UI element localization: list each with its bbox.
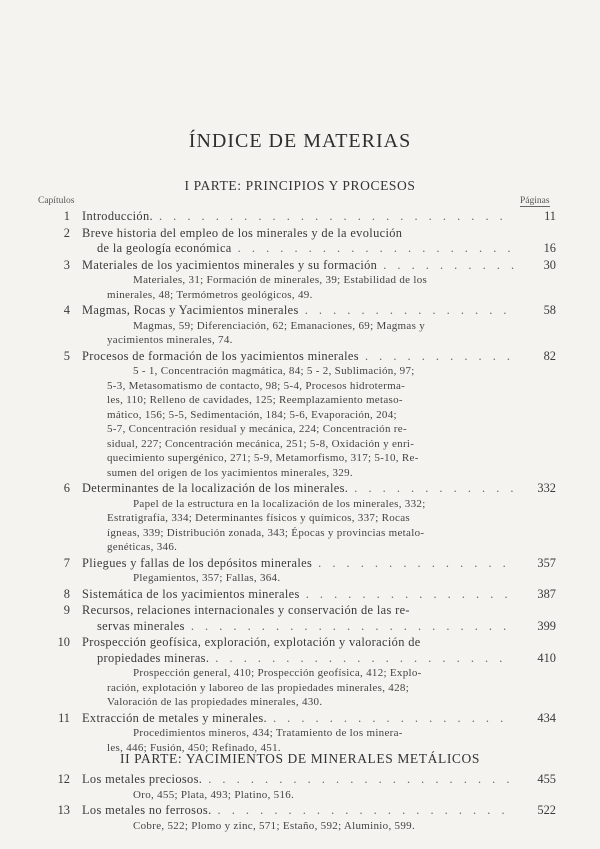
chapter-entry[interactable] xyxy=(40,209,556,225)
chapter-entry[interactable] xyxy=(40,803,556,833)
section-summary-line: sidual, 227; Concentración mecánica, 251; 5-8, Oxidación y enri- xyxy=(107,437,415,450)
chapter-entry[interactable] xyxy=(40,635,556,710)
chapter-title-line xyxy=(40,226,556,242)
dot-leader xyxy=(238,241,514,257)
chapter-title: Prospección geofísica, exploración, explotación y valoración de xyxy=(82,635,421,649)
chapter-title: Determinantes de la localización de los minerales. xyxy=(82,481,349,495)
section-summary-line: Materiales, 31; Formación de minerales, 39; Estabilidad de los xyxy=(133,274,428,286)
chapter-number: 9 xyxy=(63,603,70,617)
chapter-number: 8 xyxy=(63,586,70,601)
chapter-title-line xyxy=(40,349,556,365)
chapter-title-line xyxy=(40,303,556,319)
page-title: ÍNDICE DE MATERIAS xyxy=(188,130,412,152)
chapter-page: 58 xyxy=(543,303,556,317)
chapter-title-line xyxy=(40,481,556,497)
chapter-page: 82 xyxy=(543,348,556,363)
chapter-list xyxy=(40,209,556,756)
chapter-page: 387 xyxy=(537,586,556,601)
chapter-title-line xyxy=(40,556,556,572)
chapter-number: 4 xyxy=(63,303,70,317)
chapter-page: 16 xyxy=(543,241,556,255)
chapter-title: Materiales de los yacimientos minerales y su formación xyxy=(82,257,378,272)
section-summary-line: 5-7, Concentración residual y mecánica, 224; Concentración re- xyxy=(107,423,407,435)
chapter-number: 11 xyxy=(58,710,70,725)
dot-leader xyxy=(383,258,514,274)
chapter-title: Magmas, Rocas y Yacimientos minerales xyxy=(82,303,299,317)
chapter-entry[interactable] xyxy=(40,481,556,555)
chapter-page: 11 xyxy=(544,209,556,223)
chapter-page: 399 xyxy=(537,618,556,633)
section-summary-line: Valoración de las propiedades minerales, 430. xyxy=(107,696,323,708)
chapter-entry[interactable] xyxy=(40,556,556,586)
dot-leader xyxy=(306,587,514,603)
section-summary-line: Procedimientos mineros, 434; Tratamiento de los minera- xyxy=(133,727,403,739)
chapter-title-line xyxy=(40,803,556,819)
chapter-number: 3 xyxy=(63,257,70,272)
chapter-entry[interactable] xyxy=(40,587,556,603)
chapter-title-line xyxy=(40,241,556,257)
chapter-number: 13 xyxy=(57,803,70,817)
section-summary-line: Plegamientos, 357; Fallas, 364. xyxy=(133,572,281,584)
chapter-number: 1 xyxy=(63,209,70,223)
section-summary-line: ígneas, 339; Distribución zonada, 343; Épocas y provincias metalo- xyxy=(107,526,425,539)
chapter-number: 6 xyxy=(63,481,70,495)
chapter-number: 7 xyxy=(63,555,70,570)
chapter-page: 357 xyxy=(537,555,556,570)
chapter-title: propiedades mineras. xyxy=(97,650,210,665)
chapter-title: Procesos de formación de los yacimientos minerales xyxy=(82,348,359,363)
chapter-page: 332 xyxy=(537,481,556,495)
chapter-page: 434 xyxy=(537,710,556,725)
dot-leader xyxy=(159,209,514,225)
part-heading: II PARTE: YACIMIENTOS DE MINERALES METÁLICOS xyxy=(120,751,480,766)
dot-leader xyxy=(215,651,514,667)
chapter-entry[interactable] xyxy=(40,603,556,634)
chapter-title-line xyxy=(40,258,556,274)
section-summary-line: 5-3, Metasomatismo de contacto, 98; 5-4, Procesos hidroterma- xyxy=(107,379,406,392)
section-summary-line: minerales, 48; Termómetros geológicos, 49. xyxy=(107,288,313,301)
section-summary-line: yacimientos minerales, 74. xyxy=(107,334,233,346)
chapter-entry[interactable] xyxy=(40,711,556,756)
chapter-title-line xyxy=(40,772,556,788)
chapter-title-line xyxy=(40,209,556,225)
section-summary-line: quecimiento supergénico, 271; 5-9, Metamorfismo, 317; 5-10, Re- xyxy=(107,452,419,464)
pages-column-header: Páginas xyxy=(520,196,550,206)
chapter-entry[interactable] xyxy=(40,772,556,802)
chapter-title-line xyxy=(40,619,556,635)
chapter-title: Breve historia del empleo de los minerales y de la evolución xyxy=(82,225,403,240)
chapter-title-line xyxy=(40,587,556,603)
section-summary-line: Estratigrafía, 334; Determinantes físicos y químicos, 337; Rocas xyxy=(107,512,410,524)
chapter-title: Los metales no ferrosos. xyxy=(82,803,212,817)
section-summary-line: Papel de la estructura en la localización de los minerales, 332; xyxy=(133,497,426,510)
chapter-title: Los metales preciosos. xyxy=(82,772,203,786)
dot-leader xyxy=(218,803,514,819)
part-heading: I PARTE: PRINCIPIOS Y PROCESOS xyxy=(184,178,416,193)
chapter-title: Introducción. xyxy=(82,209,153,223)
chapter-entry[interactable] xyxy=(40,226,556,257)
section-summary-line: ración, explotación y laboreo de las propiedades minerales, 428; xyxy=(107,681,410,694)
chapter-title-line xyxy=(40,635,556,651)
chapter-title: servas minerales xyxy=(97,618,185,633)
chapter-entry[interactable] xyxy=(40,303,556,348)
section-summary-line: Oro, 455; Plata, 493; Platino, 516. xyxy=(133,788,295,801)
chapter-title-line xyxy=(40,651,556,667)
dot-leader xyxy=(273,711,514,727)
chapter-title: Extracción de metales y minerales. xyxy=(82,710,267,725)
chapter-page: 30 xyxy=(543,257,556,272)
chapter-title-line xyxy=(40,603,556,619)
dot-leader xyxy=(354,481,514,497)
section-summary-line: genéticas, 346. xyxy=(107,541,178,553)
chapters-column-header: Capítulos xyxy=(38,196,75,206)
chapter-title: Pliegues y fallas de los depósitos minerales xyxy=(82,555,313,570)
chapter-number: 12 xyxy=(57,772,70,786)
chapter-page: 455 xyxy=(537,772,556,786)
chapter-entry[interactable] xyxy=(40,258,556,303)
dot-leader xyxy=(191,619,514,635)
section-summary-line: Magmas, 59; Diferenciación, 62; Emanaciones, 69; Magmas y xyxy=(133,319,426,332)
section-summary-line: 5 - 1, Concentración magmática, 84; 5 - 2, Sublimación, 97; xyxy=(133,365,415,377)
section-summary-line: les, 110; Relleno de cavidades, 125; Reemplazamiento metaso- xyxy=(107,394,403,406)
section-summary-line: mático, 156; 5-5, Sedimentación, 184; 5-6, Evaporación, 204; xyxy=(107,408,397,421)
chapter-title: de la geología económica xyxy=(97,241,232,255)
dot-leader xyxy=(305,303,514,319)
chapter-number: 10 xyxy=(57,635,70,649)
chapter-number: 5 xyxy=(63,348,70,363)
chapter-title: Recursos, relaciones internacionales y conservación de las re- xyxy=(82,603,410,617)
chapter-page: 410 xyxy=(537,650,556,665)
dot-leader xyxy=(318,556,514,572)
chapter-title-line xyxy=(40,711,556,727)
chapter-page: 522 xyxy=(537,803,556,817)
section-summary-line: les, 446; Fusión, 450; Refinado, 451. xyxy=(107,741,281,754)
section-summary-line: Cobre, 522; Plomo y zinc, 571; Estaño, 592; Aluminio, 599. xyxy=(133,819,416,832)
section-summary-line: Prospección general, 410; Prospección geofísica, 412; Explo- xyxy=(133,667,422,679)
dot-leader xyxy=(208,772,514,788)
chapter-number: 2 xyxy=(63,225,70,240)
chapter-list xyxy=(40,772,556,834)
chapter-title: Sistemática de los yacimientos minerales xyxy=(82,586,300,601)
section-summary-line: sumen del origen de los yacimientos minerales, 329. xyxy=(107,466,353,479)
dot-leader xyxy=(365,349,514,365)
chapter-entry[interactable] xyxy=(40,349,556,481)
